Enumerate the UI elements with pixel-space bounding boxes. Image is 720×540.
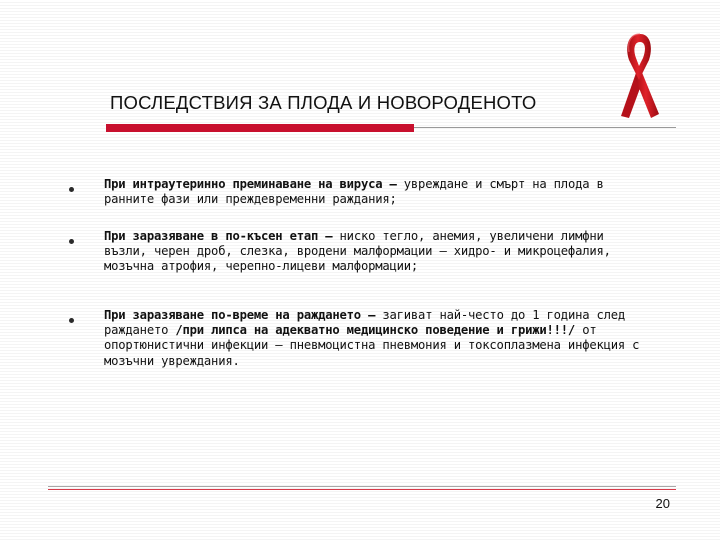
- bullet-3-bold: При заразяване по-време на раждането –: [104, 308, 376, 322]
- bullet-dot: [69, 187, 74, 192]
- footer-divider-red: [48, 489, 676, 490]
- bullet-1-text: увреждане и смърт на плода в ранните фази или преждевременни раждания;: [104, 177, 604, 207]
- slide-title: ПОСЛЕДСТВИЯ ЗА ПЛОДА И НОВОРОДЕНОТО: [110, 92, 537, 113]
- bullet-dot: [69, 239, 74, 244]
- bullet-item-1: [104, 177, 649, 207]
- title-underline-line: [414, 127, 676, 128]
- bullet-1-bold: При интраутеринно преминаване на вируса –: [104, 177, 397, 191]
- bullet-2-bold: При заразяване в по-късен етап –: [104, 229, 333, 243]
- bullet-dot: [69, 318, 74, 323]
- bullet-item-3: [104, 308, 649, 369]
- bullet-3-text-end: от опортюнистични инфекции – пневмоцистна пневмония и токсоплазмена инфекция с мозъчни увреждания.: [104, 323, 640, 368]
- bullet-3-text: загиват най-често до 1 година след раждането: [104, 308, 626, 338]
- red-awareness-ribbon-icon: [615, 30, 665, 120]
- bullet-2-text: ниско тегло, анемия, увеличени лимфни възли, черен дроб, слезка, вродени малформации – хидро- и микроцефалия, мозъчна атрофия, черепно-лицеви малформации;: [104, 229, 611, 274]
- footer-divider-gray: [48, 486, 676, 487]
- bullet-item-2: [104, 229, 649, 275]
- title-underline-red-bar: [106, 124, 414, 132]
- bullet-3-bold-note: /при липса на адекватно медицинско поведение и грижи!!!/: [175, 323, 576, 338]
- page-number: 20: [655, 496, 670, 511]
